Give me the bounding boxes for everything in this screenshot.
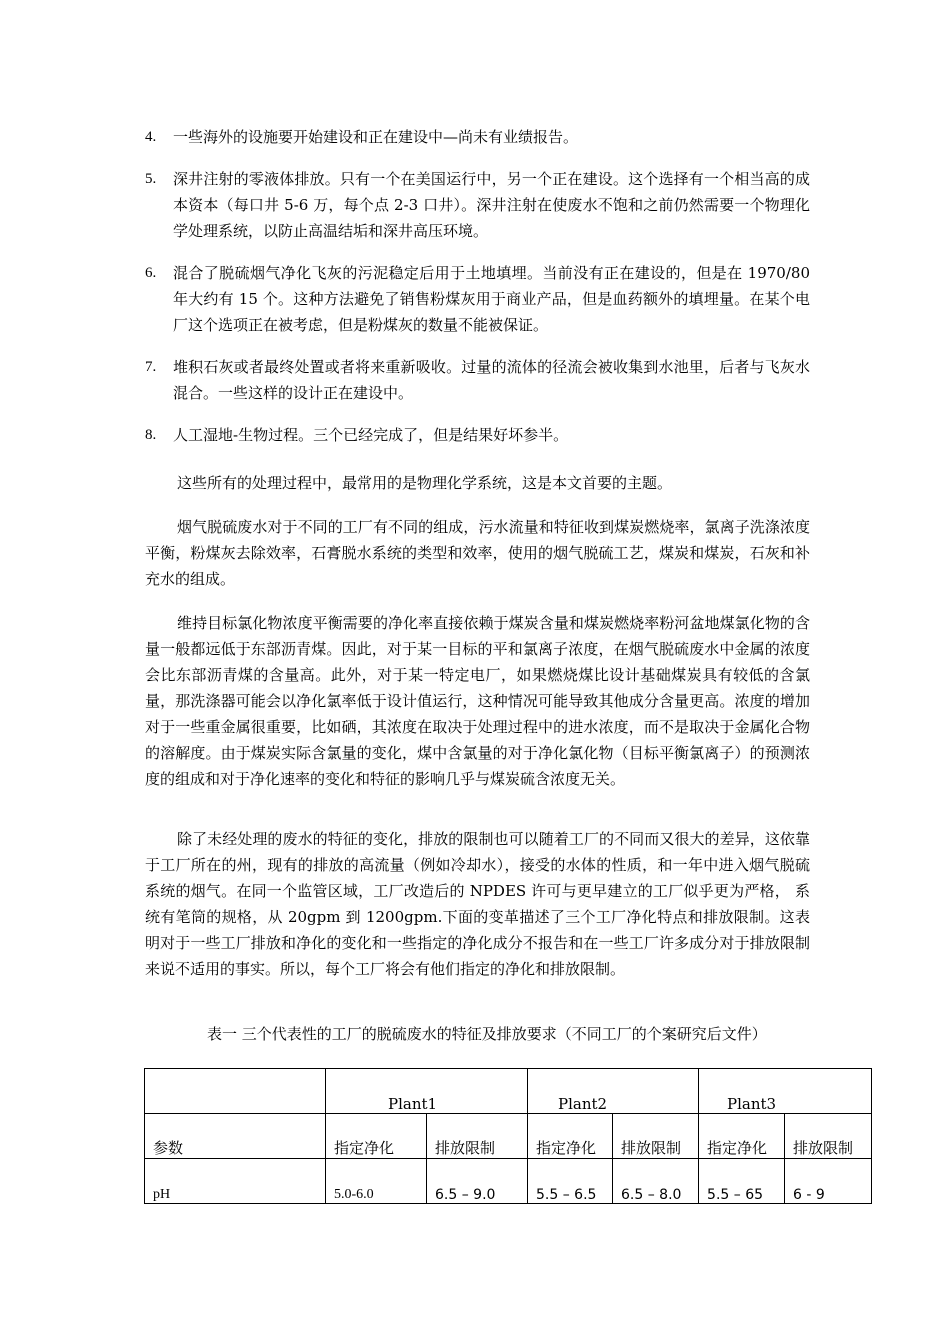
list-item <box>145 260 810 338</box>
list-item <box>145 166 810 244</box>
paragraph-chloride: 维持目标氯化物浓度平衡需要的净化率直接依赖于煤炭含量和煤炭燃烧率粉河盆地煤氯化物的含量一般都远低于东部沥青煤。因此，对于某一目标的平和氯离子浓度，在烟气脱硫废水中金属的浓度会比东部沥青煤的含量高。此外，对于某一特定电厂，如果燃烧煤比设计基础煤炭具有较低的含氯量，那洗涤器可能会以净化氯率低于设计值运行，这种情况可能导致其他成分含量更高。浓度的增加对于一些重金属很重要，比如硒，其浓度在取决于处理过程中的进水浓度，而不是取决于金属化合物的溶解度。由于煤炭实际含氯量的变化，煤中含氯量的对于净化氯化物（目标平衡氯离子）的预测浓度的组成和对于净化速率的变化和特征的影响几乎与煤炭硫含浓度无关。 <box>145 614 810 788</box>
table-row <box>145 1114 872 1159</box>
value-cell: 6.5 – 9.0 <box>427 1159 528 1204</box>
sub-header: 指定净化 <box>326 1114 427 1159</box>
sub-header: 排放限制 <box>785 1114 872 1159</box>
plant-header: Plant3 <box>699 1069 872 1114</box>
table-row <box>145 1159 872 1204</box>
list-item-number: 6. <box>145 265 157 281</box>
value-cell: 6.5 – 8.0 <box>613 1159 699 1204</box>
list-item-text: 混合了脱硫烟气净化飞灰的污泥稳定后用于土地填埋。当前没有正在建设的，但是在 1970/80 年大约有 15 个。这种方法避免了销售粉煤灰用于商业产品，但是血药额外的填埋量。在某个电厂这个选项正在被考虑，但是粉煤灰的数量不能被保证。 <box>173 264 810 334</box>
characteristics-table <box>144 1068 872 1204</box>
list-item-text: 堆积石灰或者最终处置或者将来重新吸收。过量的流体的径流会被收集到水池里，后者与飞灰水混合。一些这样的设计正在建设中。 <box>173 358 810 402</box>
list-item <box>145 124 810 150</box>
param-cell: pH <box>145 1159 326 1204</box>
list-item-text: 人工湿地-生物过程。三个已经完成了，但是结果好坏参半。 <box>173 426 569 444</box>
paragraph-composition: 烟气脱硫废水对于不同的工厂有不同的组成，污水流量和特征收到煤炭燃烧率，氯离子洗涤浓度平衡，粉煤灰去除效率，石膏脱水系统的类型和效率，使用的烟气脱硫工艺，煤炭和煤炭，石灰和补充水的组成。 <box>145 518 810 588</box>
table-corner-cell <box>145 1069 326 1114</box>
paragraph-summary: 这些所有的处理过程中，最常用的是物理化学系统，这是本文首要的主题。 <box>177 474 673 492</box>
sub-header: 排放限制 <box>613 1114 699 1159</box>
list-item <box>145 422 810 448</box>
value-cell: 5.0-6.0 <box>326 1159 427 1204</box>
numbered-list <box>145 124 810 464</box>
sub-header: 指定净化 <box>528 1114 613 1159</box>
value-cell: 5.5 – 6.5 <box>528 1159 613 1204</box>
value-cell: 6 - 9 <box>785 1159 872 1204</box>
list-item-number: 5. <box>145 171 157 187</box>
plant-header: Plant1 <box>326 1069 528 1114</box>
sub-header: 指定净化 <box>699 1114 785 1159</box>
paragraph-discharge-limits: 除了未经处理的废水的特征的变化，排放的限制也可以随着工厂的不同而又很大的差异，这依靠于工厂所在的州，现有的排放的高流量（例如冷却水），接受的水体的性质，和一年中进入烟气脱硫系统的烟气。在同一个监管区域，工厂改造后的 NPDES 许可与更早建立的工厂似乎更为严格， 系统有笔筒的规格，从 20gpm 到 1200gpm.下面的变革描述了三个工厂净化特点和排放限制。这表明对于一些工厂排放和净化的变化和一些指定的净化成分不报告和在一些工厂许多成分对于排放限制来说不适用的事实。所以，每个工厂将会有他们指定的净化和排放限制。 <box>145 830 810 978</box>
sub-header: 排放限制 <box>427 1114 528 1159</box>
param-header: 参数 <box>145 1114 326 1159</box>
list-item-number: 7. <box>145 359 157 375</box>
plant-header: Plant2 <box>528 1069 699 1114</box>
table-row <box>145 1069 872 1114</box>
list-item-number: 8. <box>145 427 157 443</box>
list-item-text: 一些海外的设施要开始建设和正在建设中—尚未有业绩报告。 <box>173 128 579 146</box>
list-item <box>145 354 810 406</box>
value-cell: 5.5 – 65 <box>699 1159 785 1204</box>
table-caption: 表一 三个代表性的工厂的脱硫废水的特征及排放要求（不同工厂的个案研究后文件） <box>207 1025 767 1043</box>
list-item-text: 深井注射的零液体排放。只有一个在美国运行中，另一个正在建设。这个选择有一个相当高的成本资本（每口井 5-6 万，每个点 2-3 口井）。深井注射在使废水不饱和之前仍然需要一个物理化学处理系统，以防止高温结垢和深井高压环境。 <box>173 170 810 240</box>
list-item-number: 4. <box>145 129 157 145</box>
